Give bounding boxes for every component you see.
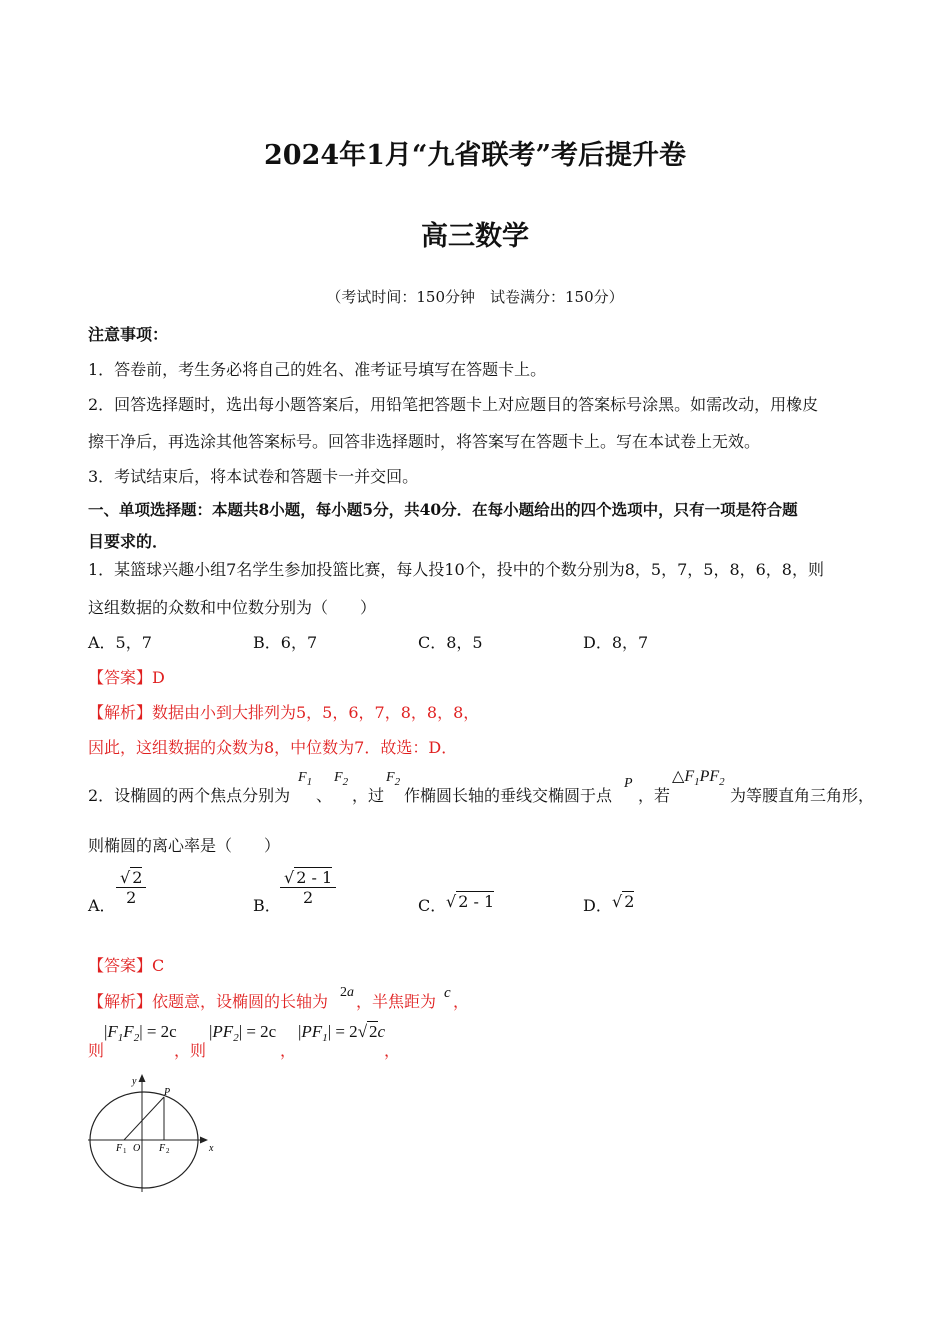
label-o: O: [133, 1143, 141, 1154]
question-2-sep-2: ，: [280, 1041, 297, 1060]
symbol-p: P: [624, 776, 633, 791]
x-axis-arrow: [200, 1137, 208, 1144]
label-f1-sub: 1: [123, 1147, 127, 1155]
question-2-stem-cont: 则椭圆的离心率是（ ）: [88, 836, 281, 855]
analysis-c: c: [444, 985, 451, 1001]
symbol-f1: $F_1$: [298, 770, 313, 788]
question-1-option-c: C．8，5: [418, 633, 483, 652]
question-2-stem-e: ，若: [638, 786, 671, 805]
question-2-answer: 【答案】C: [88, 956, 165, 975]
question-2-stem-d: 作椭圆长轴的垂线交椭圆于点: [404, 786, 613, 805]
question-1-option-d: D．8，7: [583, 633, 649, 652]
question-2-sep-3: ，: [384, 1041, 401, 1060]
label-y: y: [132, 1076, 137, 1087]
notes-heading: 注意事项：: [88, 325, 169, 344]
question-2-stem-f: 为等腰直角三角形，: [730, 786, 875, 805]
question-2-option-c-label: C．: [418, 896, 447, 915]
equation-pf2: $|PF_2| = 2c$: [209, 1022, 277, 1044]
question-1-answer: 【答案】D: [88, 668, 165, 687]
segment-f1p: [124, 1097, 164, 1140]
question-2-option-a-value: $\frac{√ 2}{2}$: [116, 868, 146, 907]
question-2-stem-c: ，过: [352, 786, 385, 805]
label-f1: F: [116, 1143, 123, 1154]
label-f2-sub: 2: [166, 1147, 170, 1155]
question-2-option-c-value: √ 2 - 1: [446, 892, 495, 911]
note-item-1: 1．答卷前，考生务必将自己的姓名、准考证号填写在答题卡上。: [88, 360, 547, 379]
question-1-option-b: B．6，7: [253, 633, 318, 652]
symbol-f2-b: $F_2$: [386, 770, 401, 788]
label-x: x: [209, 1143, 214, 1154]
note-item-2: 2．回答选择题时，选出每小题答案后，用铅笔把答题卡上对应题目的答案标号涂黑。如需改动，用橡皮: [88, 395, 819, 414]
question-1-option-a: A．5，7: [88, 633, 152, 652]
ellipse-figure: [84, 1068, 220, 1196]
symbol-triangle-f1pf2: $\triangle F_1PF_2$: [672, 768, 725, 788]
question-2-option-b-label: B．: [253, 896, 281, 915]
exam-info: （考试时间：150分钟 试卷满分：150分）: [326, 288, 624, 306]
question-2-stem-a: 2．设椭圆的两个焦点分别为: [88, 786, 291, 805]
equation-pf1: $|PF_1| = 2√$ 2c: [298, 1022, 386, 1044]
label-p: P: [164, 1087, 171, 1098]
question-2-option-b-value: $\frac{√ 2 - 1}{2}$: [280, 868, 336, 907]
question-2-ze: 则: [88, 1041, 105, 1060]
equation-f1f2: $|F_1F_2| = 2c$: [104, 1022, 177, 1044]
note-item-3: 3．考试结束后，将本试卷和答题卡一并交回。: [88, 467, 419, 486]
question-2-analysis-a: 【解析】依题意，设椭圆的长轴为: [88, 992, 329, 1011]
y-axis-arrow: [139, 1074, 146, 1082]
label-f2: F: [159, 1143, 166, 1154]
question-2-option-a-label: A．: [88, 896, 116, 915]
question-2-sep-1: ，则: [174, 1041, 207, 1060]
symbol-f2: $F_2$: [334, 770, 349, 788]
document-title: 2024年1月“九省联考”考后提升卷: [264, 140, 686, 171]
note-item-2-cont: 擦干净后，再选涂其他答案标号。回答非选择题时，将答案写在答题卡上。写在本试卷上无效。: [88, 432, 761, 451]
question-1-analysis-cont: 因此，这组数据的众数为8，中位数为7．故选：D．: [88, 738, 458, 757]
question-2-option-d-label: D．: [583, 896, 612, 915]
section-heading: 一、单项选择题：本题共8小题，每小题5分，共40分．在每小题给出的四个选项中，只有一项是符合题: [88, 500, 798, 519]
document-subtitle: 高三数学: [421, 221, 529, 252]
question-2-analysis-end: ，: [453, 992, 470, 1011]
question-2-stem-b: 、: [316, 786, 333, 805]
question-1-stem-cont: 这组数据的众数和中位数分别为（ ）: [88, 598, 377, 617]
question-2-analysis-b: ，半焦距为: [356, 992, 437, 1011]
analysis-2a: 2a: [340, 985, 354, 1000]
question-1-analysis: 【解析】数据由小到大排列为5，5，6，7，8，8，8，: [88, 703, 480, 722]
question-1-stem: 1．某篮球兴趣小组7名学生参加投篮比赛，每人投10个，投中的个数分别为8，5，7，5，8，6，8，则: [88, 560, 824, 579]
question-2-option-d-value: √ 2: [612, 892, 635, 911]
section-heading-cont: 目要求的．: [88, 532, 169, 551]
